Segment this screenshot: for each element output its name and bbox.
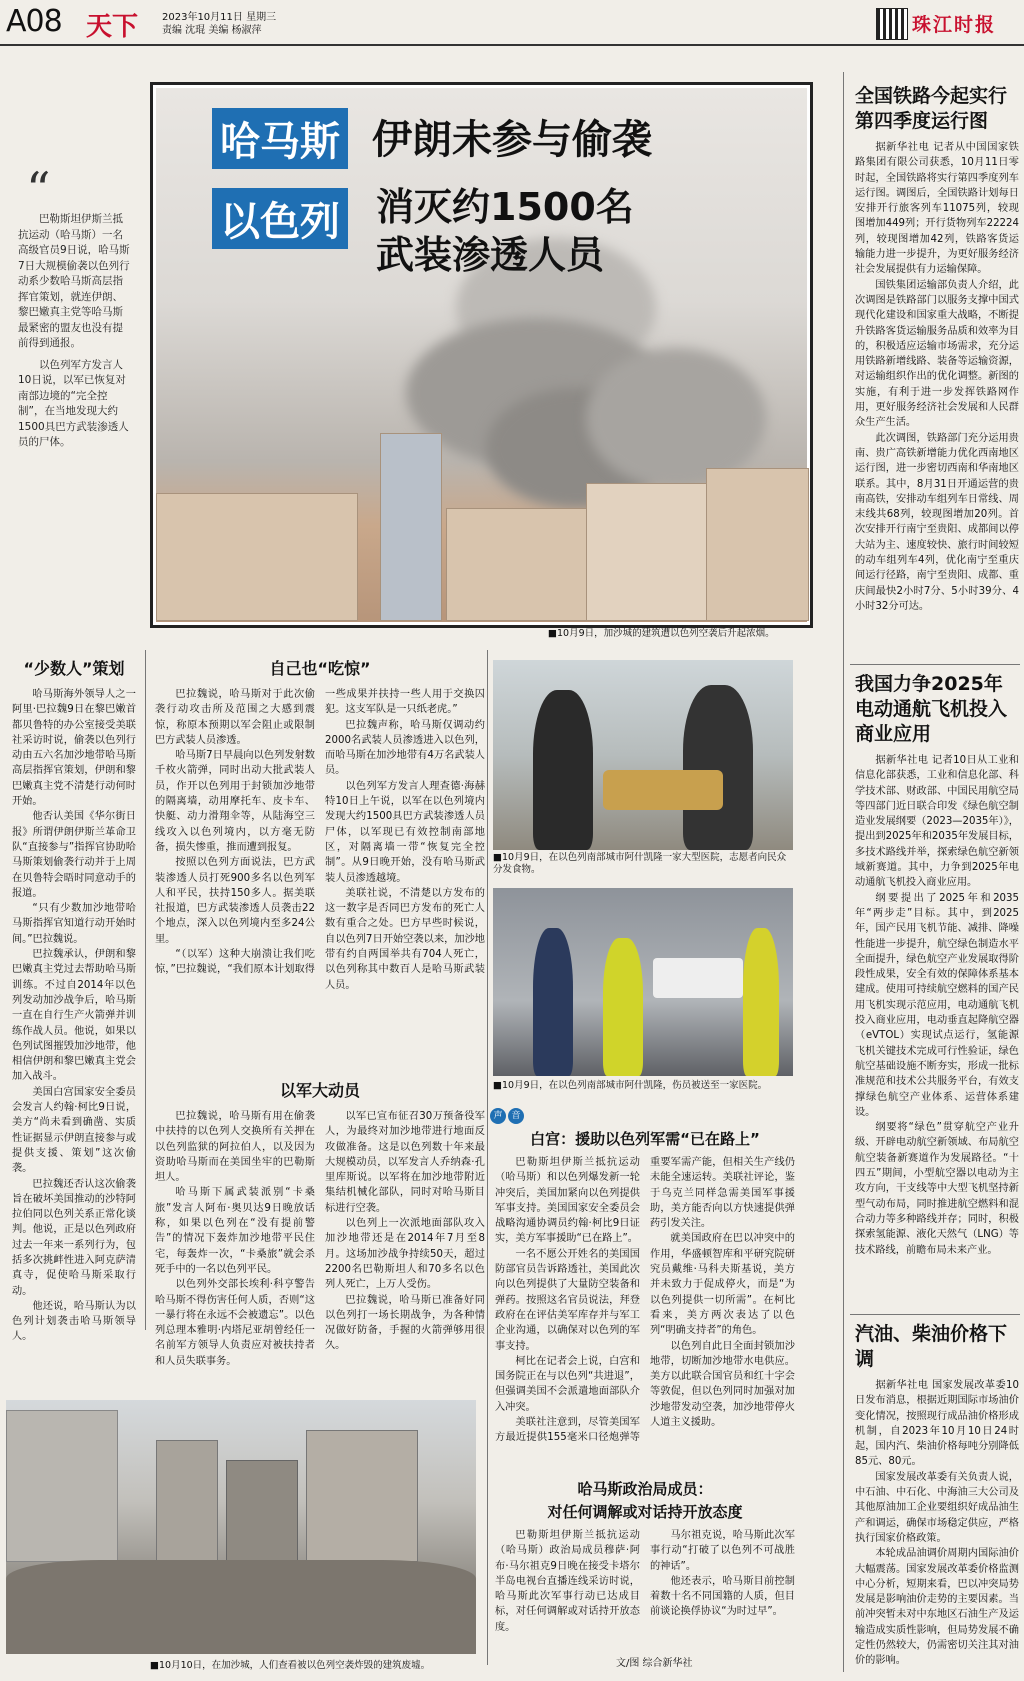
body-para: 美联社说，不清楚以方发布的这一数字是否同巴方发布的死亡人数有重合之处。巴方早些时候说，自以色列7日开始空袭以来，加沙地带有约自两国举共有704人死亡，以色列称其中数百人是哈马斯武装人员。 (325, 887, 485, 991)
masthead-logo: 珠江时报 (912, 14, 997, 36)
fuel-para: 据新华社电 国家发展改革委10日发布消息，根据近期国际市场油价变化情况，按照现行成品油价格形成机制，自2023年10月10日24时起，国内汽、柴油价格每吨分别降低85元、80元。 (855, 1380, 1019, 1468)
body-para: 他否认美国《华尔街日报》所谓伊朗伊斯兰革命卫队“直接参与”指挥官协助哈马斯策划偷袭行动并于上周在贝鲁特会晤时同意动手的报道。 (12, 811, 136, 899)
volunteers-photo (493, 660, 793, 850)
fuel-body (855, 1378, 1019, 1669)
section-mobilize-title: 以军大动员 (279, 1081, 360, 1100)
body-para: 按照以色列方面说法，巴方武装渗透人员打死900多名以色列军人和平民，扶持150多人。据美联社报道，巴方武装渗透人员袭击22个地点，深入以色列境内至多24公里。 (155, 857, 315, 945)
aviation-body (855, 753, 1019, 1258)
fuel-para: 国家发展改革委有关负责人说，中石油、中石化、中海油三大公司及其他原油加工企业要组织好成品油生产和调运，确保市场稳定供应，严格执行国家价格政策。 (855, 1471, 1019, 1544)
headline-line-1: 伊朗未参与偷袭 (372, 117, 652, 163)
body-para: 巴拉魏说，哈马斯有用在偷袭中扶持的以色列人交换所有关押在以色列监狱的阿拉伯人，以及因为资助哈马斯而在美国坐牢的巴勒斯坦人。 (155, 1111, 315, 1184)
divider (850, 1314, 1020, 1315)
quote-icon: “ (26, 162, 51, 218)
headline-line-3: 武装渗透人员 (376, 233, 605, 277)
body-para: 巴拉魏承认，伊朗和黎巴嫩真主党过去帮助哈马斯训练。不过自2014年以色列发动加沙战争后，哈马斯一直在自行生产火箭弹并训练作战人员。他说，如果以色列试图摧毁加沙地带，他相信伊朗和黎巴嫩真主党会加入战斗。 (12, 949, 136, 1083)
body-para: 哈马斯下属武装派别“卡桑旅”发言人阿布·奥贝达9日晚放话称，如果以色列在“没有提前警告”的情况下轰炸加沙地带平民住宅，每轰炸一次，“卡桑旅”就会杀死手中的一名以色列平民。 (155, 1187, 315, 1275)
section-politburo-title: 哈马斯政治局成员： (577, 1480, 713, 1498)
ruins-caption: ■10月10日，在加沙城，人们查看被以色列空袭炸毁的建筑废墟。 (150, 1660, 431, 1671)
body-para: 巴勒斯坦伊斯兰抵抗运动（哈马斯）和以色列爆发新一轮冲突后，美国加紧向以色列提供军事支持。美国国家安全委员会战略沟通协调员约翰·柯比9日证实，美方军事援助“已在路上”。 (495, 1157, 640, 1245)
section-few-body (12, 687, 136, 1345)
headline-tag-hamas: 哈马斯 (212, 108, 348, 169)
divider (145, 650, 146, 1330)
sidebar-divider (843, 72, 844, 1672)
divider (850, 664, 1020, 665)
body-para: 巴拉魏声称，哈马斯仅调动约2000名武装人员渗透进入以色列，而哈马斯在加沙地带有4万名武装人员。 (325, 719, 485, 777)
body-para: “（以军）这种大崩溃让我们吃惊，”巴拉魏说，“我们原本计划取得一些成果并扶持一些人用于交换囚犯。这支军队是一只纸老虎。” (155, 689, 485, 976)
volunteers-caption: ■10月9日，在以色列南部城市阿什凯隆一家大型医院，志愿者向民众分发食物。 (493, 852, 787, 875)
section-whitehouse-title: 白宫：援助以色列军需“已在路上” (530, 1130, 760, 1148)
aviation-para: 纲要提出了2025年和2035年“两步走”目标。其中，到2025年，国产民用飞机节能、减排、降噪性能进一步提升，航空绿色制造水平全面提升，绿色航空产业发展取得阶段性成果，安全有效的保障体系基本建成。使用可持续航空燃料的国产民用飞机实现示范应用，电动通航飞机投入商业应用，电动垂直起降航空器（eVTOL）实现试点运行，氢能源飞机关键技术完成可行性验证，绿色航空基础设施不断夯实，形成一批标准规范和技术公共服务平台，有效支撑绿色航空产业体系、运营体系建设。 (855, 892, 1019, 1118)
body-para: 哈马斯7日早晨向以色列发射数千枚火箭弹，同时出动大批武装人员，作开以色列用于封锁加沙地带的隔离墙，动用摩托车、皮卡车、快艇、动力滑翔伞等，从陆海空三线攻入以色列境内，以方毫无防备，损失惨重，推而遭到报复。 (155, 750, 315, 853)
qr-code-icon (876, 8, 908, 40)
intro-para-1: 巴勒斯坦伊斯兰抵抗运动（哈马斯）一名高级官员9日说，哈马斯7日大规模偷袭以色列行动系少数哈马斯高层指挥官策划，就连伊朗、黎巴嫩真主党等哈马斯最紧密的盟友也没有提前得到通报。 (18, 213, 130, 349)
body-para: 以色列自此日全面封锁加沙地带，切断加沙地带水电供应。美方以此联合国官员和红十字会等敦促，但以色列同时加强对加沙地带发动空袭，加沙地带停火人道主义援助。 (650, 1340, 795, 1429)
dateline (162, 11, 276, 37)
issue-date: 2023年10月11日 星期三 (162, 12, 277, 23)
byline: 文/图 综合新华社 (616, 1658, 693, 1669)
body-para: 以色列外交部长埃利·科亨警告哈马斯不得伤害任何人质，否则“这一暴行将在永远不会被遗忘”。以色列总理本雅明·内塔尼亚胡曾经任一名前军方领导人负责应对被扶持者和人员失联事务。 (155, 1279, 315, 1367)
section-mobilize (155, 1078, 485, 1409)
rail-para: 国铁集团运输部负责人介绍，此次调图是铁路部门以服务支撑中国式现代化建设和国家重大战略，不断提升铁路客货运输服务品质和效率为目的，积极适应运输市场需求，充分运用铁路新增线路、装备等运输资源，对运输组织作出的优化调整。新图的实施，有利于进一步发挥铁路网作用，更好服务经济社会发展和人民群众生产生活。 (855, 279, 1019, 429)
lead-photo-caption: ■10月9日，加沙城的建筑遭以色列空袭后升起浓烟。 (548, 628, 775, 639)
section-surprise-title: 自己也“吃惊” (269, 659, 371, 678)
body-para: 以色列军方发言人理查德·海赫特10日上午说，以军在以色列境内发现大约1500具巴方武装渗透人员尸体，以军现已有效控制南部地区，对隔离墙一带“恢复完全控制”。从9日晚开始，没有哈马斯武装人员渗透越境。 (325, 780, 485, 884)
section-politburo-title-2: 对任何调解或对话持开放态度 (547, 1503, 743, 1521)
body-para: 柯比在记者会上说，白宫和国务院正在与以色列“共进退”，但强调美国不会派遣地面部队介入冲突。 (495, 1355, 640, 1413)
body-para: 巴勒斯坦伊斯兰抵抗运动（哈马斯）政治局成员穆萨·阿布·马尔祖克9日晚在接受卡塔尔半岛电视台直播连线采访时说，哈马斯此次军事行动已达成目标，对任何调解或对话持开放态度。 (495, 1530, 640, 1633)
section-few (12, 656, 136, 1345)
aviation-para: 据新华社电 记者10日从工业和信息化部获悉，工业和信息化部、科学技术部、财政部、中国民用航空局等四部门近日联合印发《绿色航空制造业发展纲要（2023—2035年）》，提出到2025年和2035年发展目标，多技术路线并举，探索绿色航空新领域新赛道。其中，力争到2025年电动通航飞机投入商业应用。 (855, 755, 1019, 889)
injured-caption: ■10月9日，在以色列南部城市阿什凯隆，伤员被送至一家医院。 (493, 1080, 768, 1091)
section-whitehouse-body (495, 1155, 795, 1465)
section-few-title: “少数人”策划 (23, 659, 125, 678)
injured-photo (493, 888, 793, 1076)
voices-badge-icon: 声 (490, 1108, 506, 1124)
body-para: 他还表示，哈马斯目前控制着数十名不同国籍的人质，但目前谈论换俘协议“为时过早”。 (650, 1575, 795, 1618)
page-header (0, 0, 1024, 46)
section-mobilize-body (155, 1109, 485, 1409)
lead-photo-box (150, 82, 813, 628)
body-para: 哈马斯海外领导人之一阿里·巴拉魏9日在黎巴嫩首都贝鲁特的办公室接受美联社采访时说，偷袭以色列行动由五六名加沙地带哈马斯高层指挥官策划，伊朗和黎巴嫩真主党不清楚行动何时开始。 (12, 689, 136, 808)
section-name: 天下 (86, 12, 139, 42)
body-para: 他还说，哈马斯认为以色列计划袭击哈马斯领导人。 (12, 1300, 136, 1343)
rail-story (855, 84, 1019, 614)
body-para: 巴拉魏说，哈马斯已准备好同以色列打一场长期战争，为各种情况做好防备，手握的火箭弹够用很久。 (325, 1294, 485, 1352)
body-para: 美国白宫国家安全委员会发言人约翰·柯比9日说，美方“尚未看到确凿、实质性证据显示伊朗直接参与或提供支援、策划”这次偷袭。 (12, 1086, 136, 1175)
section-surprise-body (155, 687, 485, 1082)
body-para: 美联社注意到，尽管美国军方最近提供155毫米口径炮弹等重要军需产能，但相关生产线仍未能全速运转。美联社评论，鉴于乌克兰同样急需美国军事援助，美方能否向以方快速提供弹药引发关注。 (495, 1157, 795, 1444)
fuel-para: 本轮成品油调价周期内国际油价大幅震荡。国家发展改革委价格监测中心分析，短期来看，巴以冲突局势发展是影响油价走势的主要因素。当前冲突暂未对中东地区石油生产及运输造成实质性影响，但局势发展不确定性仍然较大，仍需密切关注其对油价的影响。 (855, 1548, 1019, 1667)
ruins-photo (6, 1400, 476, 1654)
body-para: 一名不愿公开姓名的美国国防部官员告诉路透社，美国此次向以色列提供了大量防空装备和弹药。按照这名官员说法，拜登政府在在评估美军库存并与军工企业沟通，以确保对以色列的军事支持。 (495, 1248, 640, 1352)
aviation-headline: 我国力争2025年电动通航飞机投入商业应用 (855, 673, 1008, 745)
editors: 责编 沈琨 美编 杨淑萍 (162, 25, 262, 36)
headline-line-2: 消灭约1500名 (376, 185, 634, 229)
section-whitehouse (495, 1128, 795, 1465)
rail-body (855, 140, 1019, 614)
fuel-headline: 汽油、柴油价格下调 (855, 1323, 1008, 1370)
aviation-para: 纲要将“绿色”贯穿航空产业升级、开辟电动航空新领域、布局航空航空装备新赛道作为发展路径。“十四五”期间，小型航空器以电动为主攻方向，干支线等中大型飞机坚持新型气动布局，同时推进航空燃料和混合动力等多种路线并存；同时，积极探索氢能源、液化天然气（LNG）等技术路线，前瞻布局未来产业。 (855, 1122, 1019, 1256)
body-para: “只有少数加沙地带哈马斯指挥官知道行动开始时间。”巴拉魏说。 (12, 903, 136, 945)
body-para: 就美国政府在巴以冲突中的作用，华盛顿智库和平研究院研究员戴维·马科夫斯基说，美方并未致力于促成停火，而是“为以色列提供一切所需”。在柯比看来，美方两次表达了以色列“明确支持者”的角色。 (650, 1233, 795, 1337)
intro-para-2: 以色列军方发言人10日说，以军已恢复对南部边境的“完全控制”，在当地发现大约1500具巴方武装渗透人员的尸体。 (18, 358, 129, 448)
body-para: 以色列上一次派地面部队攻入加沙地带还是在2014年7月至8月。这场加沙战争持续50天，超过2200名巴勒斯坦人和70多名以色列人死亡，上万人受伤。 (325, 1218, 485, 1291)
body-para: 巴拉魏说，哈马斯对于此次偷袭行动攻击所及范围之大感到震惊，称原本预期以军会阻止或限制巴方武装人员渗透。 (155, 689, 315, 746)
section-surprise (155, 656, 485, 1082)
rail-headline: 全国铁路今起实行第四季度运行图 (855, 85, 1008, 132)
rail-para: 此次调图，铁路部门充分运用贵南、贵广高铁新增能力优化西南地区运行图，进一步密切西南和华南地区联系。其中，8月31日开通运营的贵南高铁，安排动车组列车日常线、周末线共68列，较现图增加20列。首次安排开行南宁至贵阳、成都间以停大站为主、速度较快、旅行时间较短的动车组列车4列，优化南宁至重庆间运行径路，南宁至贵阳、成都、重庆间最快2小时7分、5小时39分、4小时32分可达。 (855, 432, 1019, 612)
body-para: 以军已宣布征召30万预备役军人，为最终对加沙地带进行地面反攻做准备。这是以色列数十年来最大规模动员，以军发言人乔纳森·孔里库斯说。以军将在加沙地带附近集结机械化部队，同时对哈马斯目标进行空袭。 (325, 1111, 485, 1214)
section-politburo (495, 1478, 795, 1648)
body-para: 巴拉魏还否认这次偷袭旨在破坏美国推动的沙特阿拉伯同以色列关系正常化谈判。他说，正是以色列政府过去一年来一系列行为，包括多次挑衅性进入阿克萨清真寺，促使哈马斯采取行动。 (12, 1178, 136, 1297)
headline-tag-israel: 以色列 (212, 188, 348, 249)
aviation-story (855, 672, 1019, 1258)
intro-text (18, 212, 130, 451)
body-para: 马尔祖克说，哈马斯此次军事行动“打破了以色列不可战胜的神话”。 (650, 1530, 795, 1572)
gaza-smoke-photo (156, 88, 807, 622)
section-politburo-body (495, 1528, 795, 1648)
rail-para: 据新华社电 记者从中国国家铁路集团有限公司获悉，10月11日零时起，全国铁路将实行第四季度列车运行图。调图后，全国铁路计划每日安排开行旅客列车11075列，较现图增加449列；开行货物列车22224列，较现图增加42列，铁路客货运输能力进一步提升，为更好服务经济社会发展提供有力运输保障。 (855, 142, 1019, 276)
voices-badge-icon: 音 (508, 1108, 524, 1124)
divider (487, 650, 488, 1665)
fuel-story (855, 1322, 1019, 1669)
page-number: A08 (6, 4, 62, 39)
